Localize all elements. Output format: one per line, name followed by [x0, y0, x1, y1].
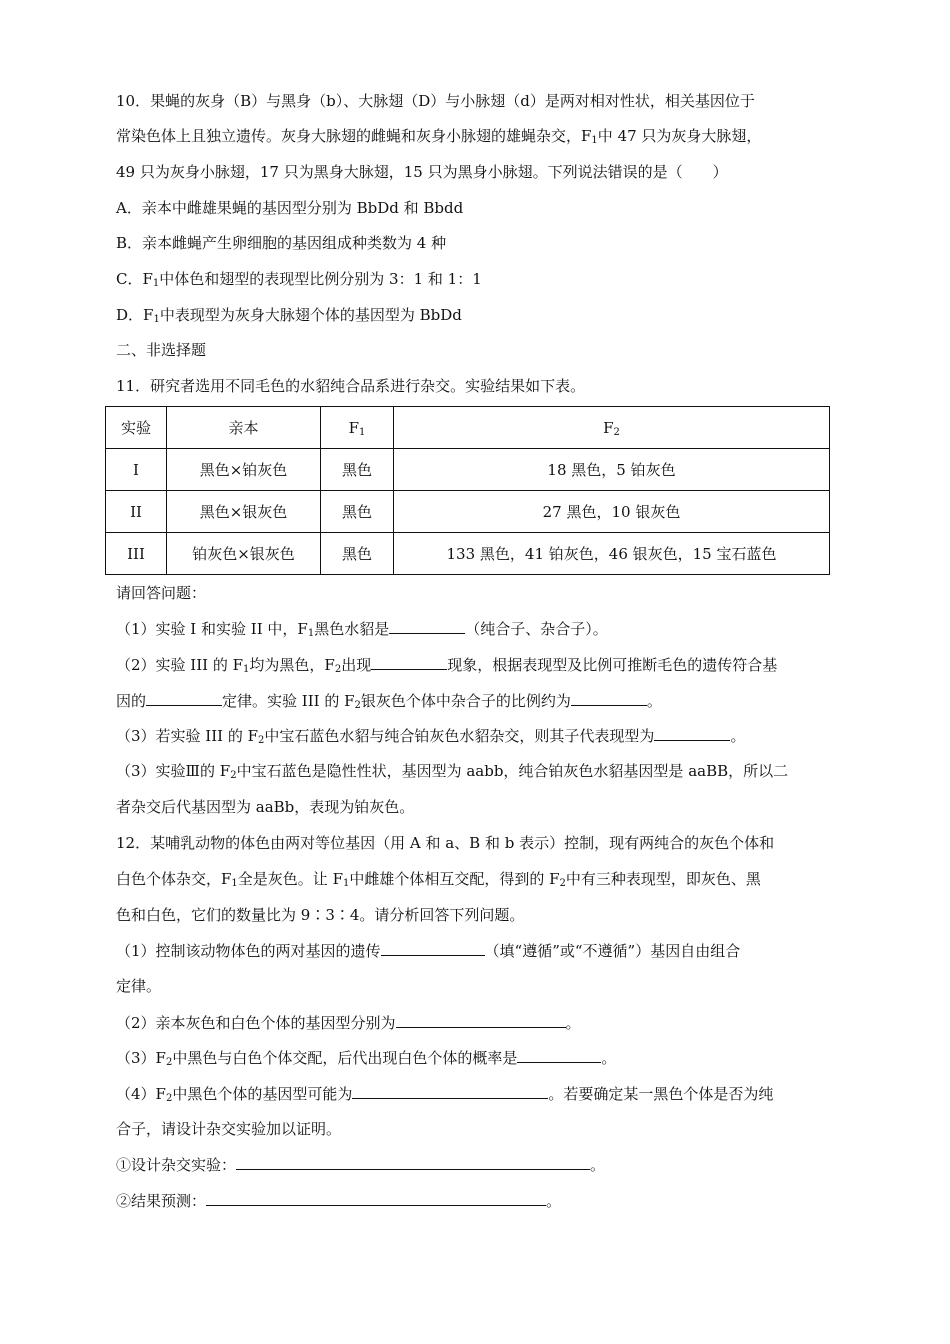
q12-part-1-line-1: （1）控制该动物体色的两对基因的遗传 （填“遵循”或“不遵循”）基因自由组合 [116, 942, 741, 960]
table-cell: 黑色 [321, 533, 394, 575]
table-cell: 铂灰色×银灰色 [167, 533, 321, 575]
table-row [106, 449, 830, 491]
answer-blank[interactable] [654, 725, 730, 741]
table-cell: 133 黑色，41 铂灰色，46 银灰色，15 宝石蓝色 [394, 533, 830, 575]
table-row [106, 533, 830, 575]
q12-line-1: 12．某哺乳动物的体色由两对等位基因（用 A 和 a、B 和 b 表示）控制，现有两纯合的灰色个体和 [116, 834, 775, 852]
q11-part-2-line-2: 因的 定律。实验 III 的 $F_2$银灰色个体中杂合子的比例约为 。 [116, 692, 662, 711]
q12-part-4-line-2: 合子，请设计杂交实验加以证明。 [116, 1120, 342, 1138]
q11-part-2-line-1: （2）实验 III 的 $F_1$均为黑色，$F_2$出现 现象，根据表现型及比例可推断毛色的遗传符合基 [116, 656, 778, 675]
q10-option-c: C．$F_1$中体色和翅型的表现型比例分别为 3：1 和 1：1 [116, 270, 482, 289]
answer-blank[interactable] [371, 654, 447, 670]
q12-part-1-line-2: 定律。 [116, 977, 162, 995]
experiment-table [105, 406, 830, 575]
answer-blank[interactable] [236, 1154, 590, 1170]
q12-step-1: ①设计杂交实验： 。 [116, 1156, 606, 1174]
answer-blank[interactable] [389, 618, 465, 634]
table-cell: 27 黑色，10 银灰色 [394, 491, 830, 533]
q11-answer-line-2: 者杂交后代基因型为 aaBb，表现为铂灰色。 [116, 798, 415, 816]
answer-blank[interactable] [352, 1083, 548, 1099]
section-heading: 二、非选择题 [116, 341, 207, 359]
table-cell: II [106, 491, 167, 533]
answer-blank[interactable] [381, 940, 485, 956]
answer-blank[interactable] [396, 1012, 566, 1028]
header-cell-experiment: 实验 [106, 407, 167, 449]
q12-step-2: ②结果预测： 。 [116, 1192, 562, 1210]
q10-line-2: 常染色体上且独立遗传。灰身大脉翅的雌蝇和灰身小脉翅的雄蝇杂交，$F_1$中 47 只为灰身大脉翅， [116, 127, 762, 146]
answer-blank[interactable] [571, 690, 647, 706]
table-cell: 黑色 [321, 449, 394, 491]
answer-blank[interactable] [206, 1190, 546, 1206]
table-row [106, 491, 830, 533]
table-header-row [106, 407, 830, 449]
q10-option-b: B．亲本雌蝇产生卵细胞的基因组成种类数为 4 种 [116, 234, 447, 252]
q10-option-a: A．亲本中雌雄果蝇的基因型分别为 BbDd 和 Bbdd [116, 199, 464, 217]
q12-part-3: $(3)F_2$中黑色与白色个体交配，后代出现白色个体的概率是 。 [116, 1049, 617, 1068]
table-cell: 18 黑色，5 铂灰色 [394, 449, 830, 491]
q11-part-1: （1）实验 I 和实验 II 中，$F_1$黑色水貂是 （纯合子、杂合子）。 [116, 620, 608, 639]
q12-part-2: （2）亲本灰色和白色个体的基因型分别为 。 [116, 1014, 581, 1032]
q12-line-3: 色和白色，它们的数量比为 9∶3∶4。请分析回答下列问题。 [116, 906, 525, 924]
q10-line-1: 10．果蝇的灰身（B）与黑身（b）、大脉翅（D）与小脉翅（d）是两对相对性状，相关基因位于 [116, 92, 755, 110]
q11-answer-line-1: （3）实验Ⅲ的 $F_2$中宝石蓝色是隐性性状，基因型为 aabb，纯合铂灰色水貂基因型是 aaBB，所以二 [116, 762, 789, 781]
table-cell: 黑色×铂灰色 [167, 449, 321, 491]
header-cell-f1: $F_1$ [321, 407, 394, 449]
q10-line-3: 49 只为灰身小脉翅，17 只为黑身大脉翅，15 只为黑身小脉翅。下列说法错误的是（ ） [116, 163, 728, 181]
header-cell-f2: $F_2$ [394, 407, 830, 449]
header-cell-parents: 亲本 [167, 407, 321, 449]
table-cell: I [106, 449, 167, 491]
q12-line-2: 白色个体杂交，$F_1$全是灰色。让 $F_1$中雌雄个体相互交配，得到的 $F_2$中有三种表现型，即灰色、黑 [116, 870, 761, 889]
table-cell: III [106, 533, 167, 575]
answer-blank[interactable] [146, 690, 222, 706]
q11-prompt: 请回答问题： [116, 584, 207, 602]
q11-intro: 11．研究者选用不同毛色的水貂纯合品系进行杂交。实验结果如下表。 [116, 377, 586, 395]
table-cell: 黑色×银灰色 [167, 491, 321, 533]
q11-part-3: （3）若实验 III 的 $F_2$中宝石蓝色水貂与纯合铂灰色水貂杂交，则其子代表现型为 。 [116, 727, 746, 746]
table-cell: 黑色 [321, 491, 394, 533]
q10-option-d: D．$F_1$中表现型为灰身大脉翅个体的基因型为 BbDd [116, 306, 462, 325]
q12-part-4-line-1: $(4)F_2$中黑色个体的基因型可能为 。若要确定某一黑色个体是否为纯 [116, 1085, 774, 1104]
answer-blank[interactable] [517, 1047, 601, 1063]
